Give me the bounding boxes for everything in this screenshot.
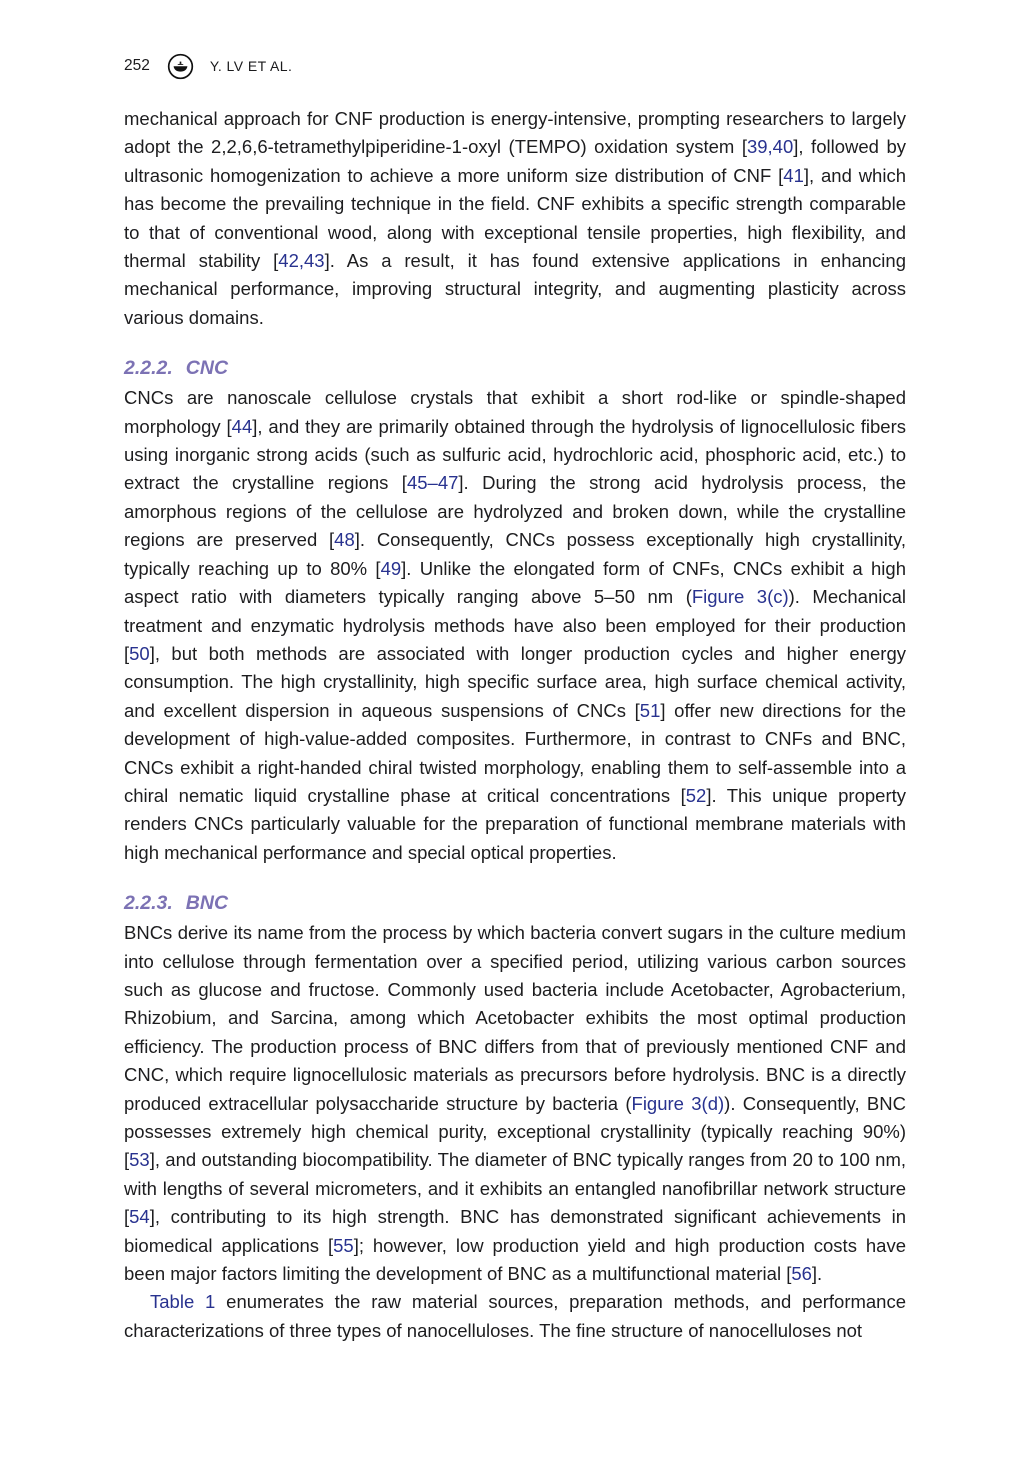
section-title: CNC bbox=[185, 357, 229, 380]
citation-link[interactable]: 49 bbox=[380, 557, 402, 579]
citation-link[interactable]: 50 bbox=[129, 642, 150, 664]
section-heading bbox=[124, 356, 906, 380]
section-title: BNC bbox=[185, 892, 229, 915]
paragraph: CNCs are nanoscale cellulose crystals that exhibit a short rod-like or spindle-shaped morphology [44], and they are primarily obtained through the hydrolysis of lignocellulosic fibers using inorganic strong acids (such as sulfuric acid, hydrochloric acid, phosphoric acid, etc.) to extract the crystalline regions [45–47]. During the strong acid hydrolysis process, the amorphous regions of the cellulose are hydrolyzed and broken down, while the crystalline regions are preserved [48]. Consequently, CNCs possess exceptionally high crystallinity, typically reaching up to 80% [49]. Unlike the elongated form of CNFs, CNCs exhibit a high aspect ratio with diameters typically ranging above 5–50 nm (Figure 3(c)). Mechanical treatment and enzymatic hydrolysis methods have also been employed for their production [50], but both methods are associated with longer production cycles and higher energy consumption. The high crystallinity, high specific surface area, high surface chemical activity, and excellent dispersion in aqueous suspensions of CNCs [51] offer new directions for the development of high-value-added composites. Furthermore, in contrast to CNFs and BNC, CNCs exhibit a right-handed chiral twisted morphology, enabling them to self-assemble into a chiral nematic liquid crystalline phase at critical concentrations [52]. This unique property renders CNCs particularly valuable for the preparation of functional membrane materials with high mechanical performance and special optical properties. bbox=[124, 387, 907, 863]
figure-link[interactable]: Figure 3(d) bbox=[631, 1092, 725, 1114]
citation-link[interactable]: 53 bbox=[129, 1149, 150, 1171]
publisher-logo-icon bbox=[167, 53, 194, 80]
page-number: 252 bbox=[124, 57, 150, 74]
paragraph: Table 1 enumerates the raw material sources, preparation methods, and performance characterizations of three types of nanocelluloses. The fine structure of nanocelluloses not bbox=[124, 1291, 907, 1341]
citation-link[interactable]: 54 bbox=[129, 1206, 150, 1228]
citation-link[interactable]: 51 bbox=[639, 699, 661, 721]
section-number: 2.2.2. bbox=[124, 357, 173, 380]
table-link[interactable]: Table 1 bbox=[150, 1291, 216, 1313]
paragraph: BNCs derive its name from the process by which bacteria convert sugars in the culture medium into cellulose through fermentation over a specified period, utilizing various carbon sources such as glucose and fructose. Commonly used bacteria include Acetobacter, Agrobacterium, Rhizobium, and Sarcina, among which Acetobacter exhibits the most optimal production efficiency. The production process of BNC differs from that of previously mentioned CNF and CNC, which require lignocellulosic materials as precursors before hydrolysis. BNC is a directly produced extracellular polysaccharide structure by bacteria (Figure 3(d)). Consequently, BNC possesses extremely high chemical purity, exceptional crystallinity (typically reaching 90%) [53], and outstanding biocompatibility. The diameter of BNC typically ranges from 20 to 100 nm, with lengths of several micrometers, and it exhibits an entangled nanofibrillar network structure [54], contributing to its high strength. BNC has demonstrated significant achievements in biomedical applications [55]; however, low production yield and high production costs have been major factors limiting the development of BNC as a multifunctional material [56]. bbox=[124, 922, 906, 1285]
running-head bbox=[124, 52, 906, 80]
citation-link[interactable]: 42,43 bbox=[278, 250, 325, 272]
citation-link[interactable]: 41 bbox=[783, 164, 804, 186]
running-authors: Y. LV ET AL. bbox=[209, 58, 293, 74]
citation-link[interactable]: 55 bbox=[333, 1234, 354, 1256]
citation-link[interactable]: 44 bbox=[231, 415, 253, 437]
citation-link[interactable]: 48 bbox=[334, 529, 355, 551]
citation-link[interactable]: 39,40 bbox=[746, 136, 794, 158]
citation-link[interactable]: 45–47 bbox=[406, 472, 459, 494]
article-body bbox=[124, 105, 906, 1345]
section-number: 2.2.3. bbox=[124, 892, 173, 915]
paragraph: mechanical approach for CNF production is energy-intensive, prompting researchers to largely adopt the 2,2,6,6-tetramethylpiperidine-1-oxyl (TEMPO) oxidation system [39,40], followed by ultrasonic homogenization to achieve a more uniform size distribution of CNF [41], and which has become the prevailing technique in the field. CNF exhibits a specific strength comparable to that of conventional wood, along with exceptional tensile properties, high flexibility, and thermal stability [42,43]. As a result, it has found extensive applications in enhancing mechanical performance, improving structural integrity, and augmenting plasticity across various domains. bbox=[124, 108, 906, 328]
citation-link[interactable]: 52 bbox=[685, 784, 707, 806]
figure-link[interactable]: Figure 3(c) bbox=[691, 586, 789, 608]
citation-link[interactable]: 56 bbox=[791, 1263, 812, 1285]
section-heading bbox=[124, 891, 906, 915]
